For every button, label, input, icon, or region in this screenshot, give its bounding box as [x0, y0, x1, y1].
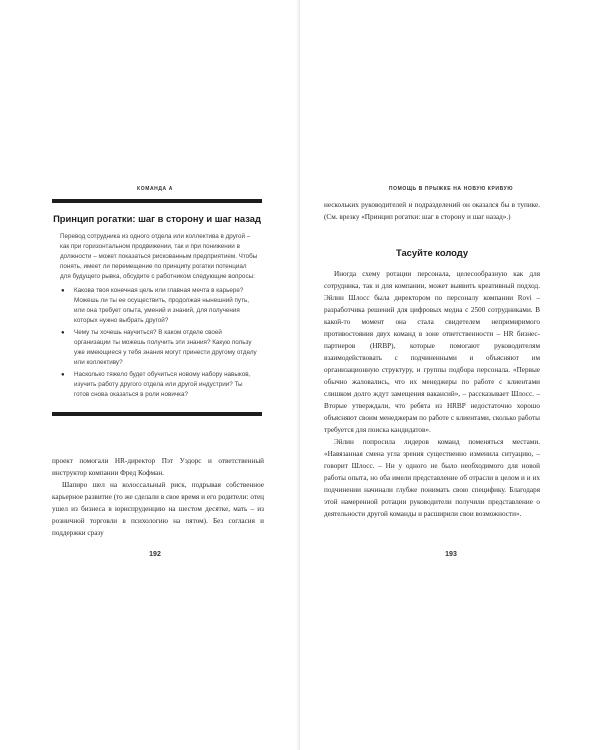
page-number-left: 192 [149, 551, 161, 558]
bullet-dot-icon: ● [61, 372, 65, 378]
bullet-dot-icon: ● [61, 288, 65, 294]
body-paragraph [52, 479, 264, 539]
bullet-dot-icon: ● [61, 330, 65, 336]
box-question-text: Чему ты хочешь научиться? В каком отделе своей организации ты можешь получить эти знания? Какую пользу уже имеющиеся у тебя знания могут принести другому отделу или коллективу? [74, 329, 257, 366]
box-title: Принцип рогатки: шаг в сторону и шаг назад [53, 213, 261, 224]
box-question [52, 286, 262, 326]
box-question-text: Насколько тяжело будет обучиться новому набору навыков, изучить работу другого отдела или другой индустрии? Ты готов снова оказаться в роли новичка? [74, 371, 251, 398]
section-title: Тасуйте колоду [395, 247, 469, 258]
body-paragraph-text: Эйлин попросила лидеров команд поменяться местами. «Навязанная смена угла зрения существенно изменила ситуацию, – говорит Шлосс. – Ни у одного не было необходимого для новой работы опыта, но оба имели представление об отрасли в целом и и их подчинении начинали глубже понимать свою специфику. Благодаря этой намеренной ротации руководители получили представление о деятельности другой команды и расширили свои возможности». [324, 438, 540, 518]
right-body-text [324, 268, 540, 520]
running-head-left: КОМАНДА А [137, 186, 173, 192]
box-question [52, 328, 262, 368]
box-question-list [52, 286, 262, 400]
left-body-text [52, 455, 264, 539]
body-paragraph [324, 268, 540, 436]
box-question-text: Какова твоя конечная цель или главная мечта в карьере? Можешь ли ты ее осуществить, продолжая нынешний путь, или она требует опыта, умений и знаний, для получения которых нужно выбрать другой? [74, 287, 249, 324]
body-paragraph: проект помогали HR-директор Пэт Уэдорс и ответственный инструктор компании Фред Кофман. [52, 457, 264, 477]
right-page [300, 0, 600, 750]
body-paragraph-text: Иногда схему ротации персонала, целесообразную как для сотрудника, так и для компании, может выявить креативный подход. Эйлин Шлосс была директором по персоналу компании Rovi – разработчика решений для цифровых медиа с 2500 сотрудниками. В какой-то момент она стала свидетелем непримиримого противостояния двух команд в зоне ответственности – HR бизнес-партнеров (HRBP), которые помогают руководителям взаимодействовать с подчиненными и объясняют им организационную структуру, и группы подбора персонала. «Первые обычно жаловались, что их менеджеры по работе с клиентами слишком долго ждут замещения вакансий», – рассказывает Шлосс. – Вторые утверждали, что ребята из HRBP недостаточно хорошо объясняют своим менеджерам по работе с клиентами, сколько работы требуется для поиска кандидатов». [324, 270, 540, 434]
body-paragraph [324, 436, 540, 520]
box-question [52, 370, 262, 400]
body-paragraph-text: Шапиро шел на колоссальный риск, подрывая собственное карьерное развитие (то же сделали в свое время и его родители: отец ушел из бизнеса в юриспруденцию на шестом десятке, мать – из розничной торговли в психологию на пятом). Без согласия и поддержки сразу [52, 481, 264, 537]
page-number-right: 193 [445, 551, 457, 558]
sidebar-box [52, 199, 262, 416]
right-top-paragraph: нескольких руководителей и подразделений он оказался бы в тупике. (См. врезку «Принцип рогатки: шаг в сторону и шаг назад».) [324, 201, 540, 221]
running-head-right: ПОМОЩЬ В ПРЫЖКЕ НА НОВУЮ КРИВУЮ [388, 186, 514, 192]
box-intro: Перевод сотрудника из одного отдела или коллектива в другой – как при горизонтальном продвижении, так и при понижении в должности – может показаться рискованным предприятием. Чтобы понять, имеет ли перемещение по принципу рогатки потенциал для будущего рывка, обсудите с работником следующие вопросы: [60, 233, 258, 280]
